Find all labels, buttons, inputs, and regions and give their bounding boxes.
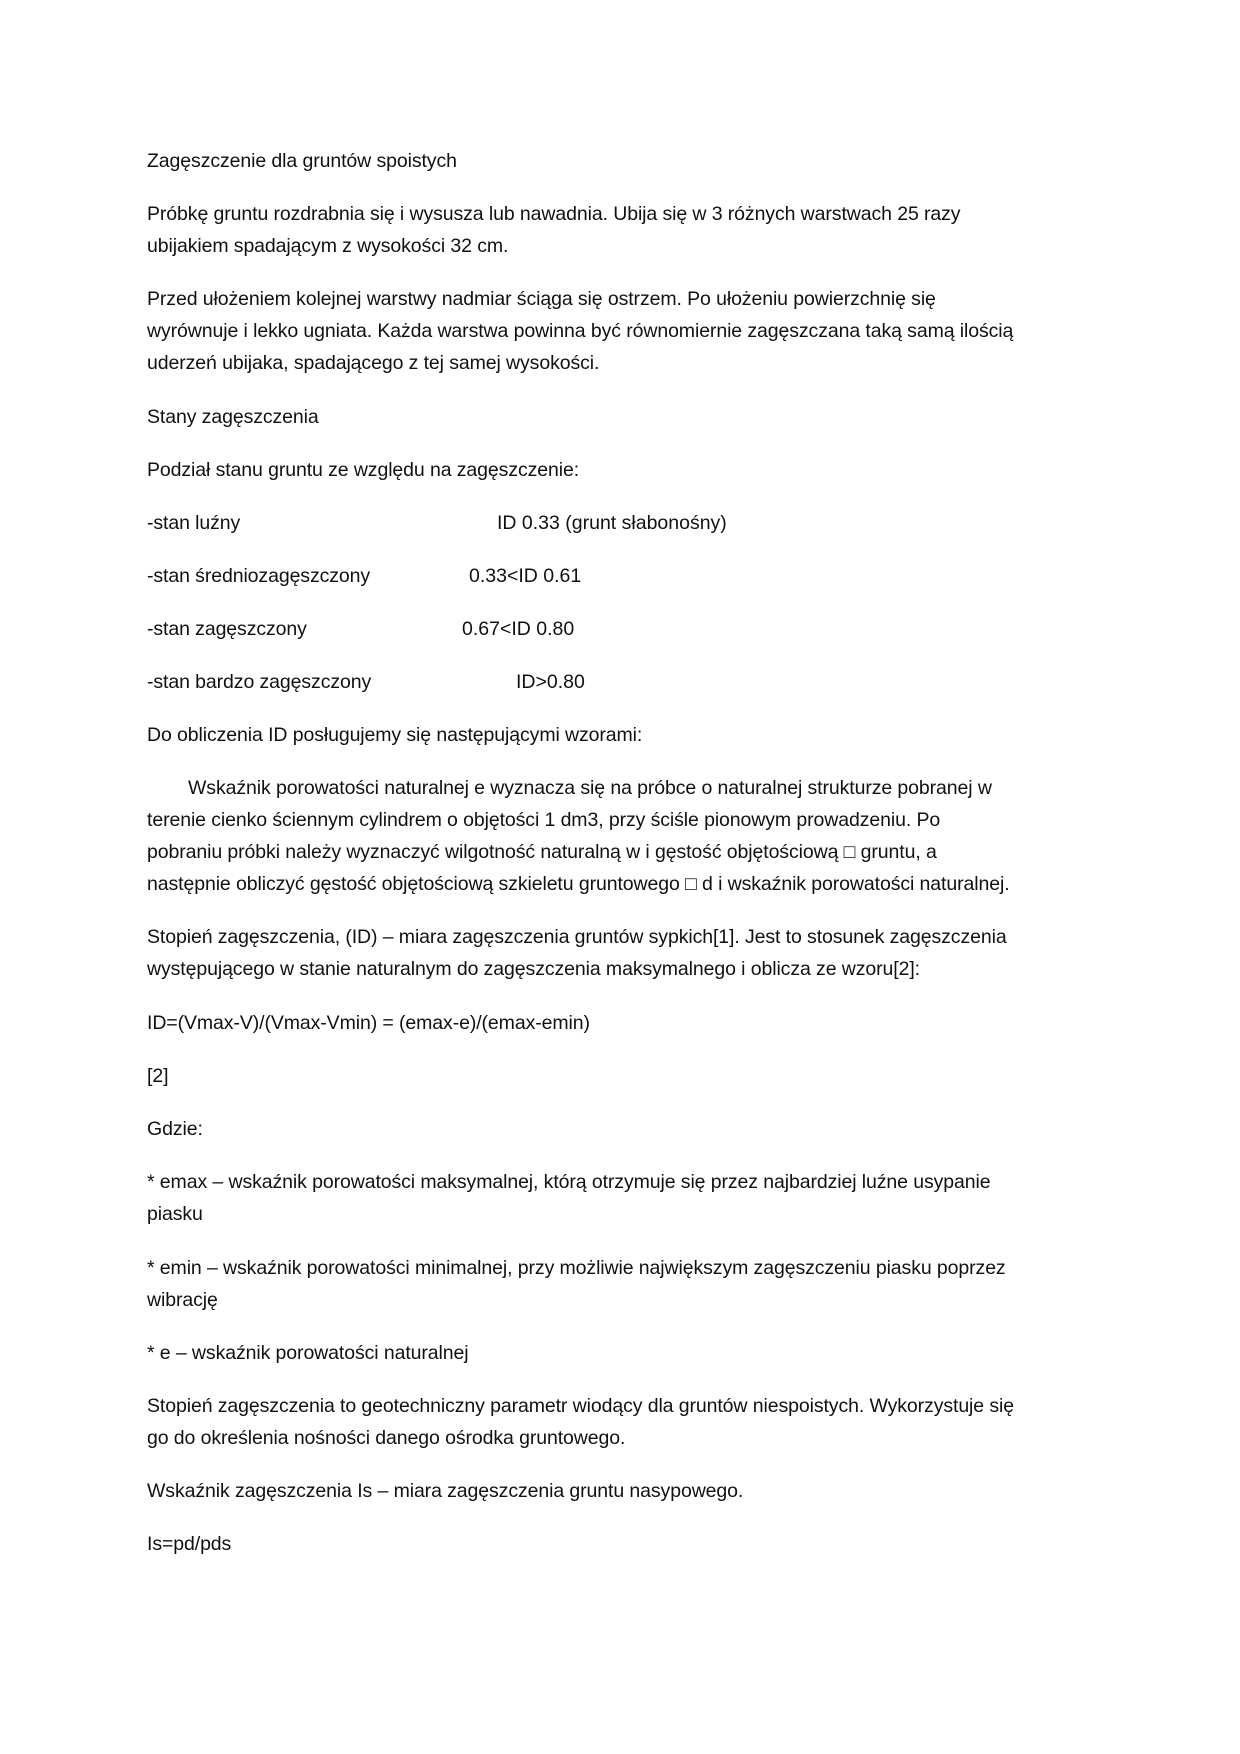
- heading-states: Stany zagęszczenia: [147, 406, 319, 428]
- reference-2: [2]: [147, 1065, 169, 1087]
- state-name-dense: -stan zagęszczony: [147, 618, 307, 640]
- is-intro: Wskaźnik zagęszczenia Is – miara zagęszczenia gruntu nasypowego.: [147, 1480, 744, 1502]
- definition-e: * e – wskaźnik porowatości naturalnej: [147, 1342, 469, 1364]
- paragraph-2-line-3: uderzeń ubijaka, spadającego z tej samej wysokości.: [147, 352, 600, 374]
- paragraph-1-line-1: Próbkę gruntu rozdrabnia się i wysusza lub nawadnia. Ubija się w 3 różnych warstwach 25 razy: [147, 203, 961, 225]
- state-name-loose: -stan luźny: [147, 512, 241, 534]
- state-name-medium: -stan średniozagęszczony: [147, 565, 371, 587]
- where-label: Gdzie:: [147, 1118, 203, 1140]
- paragraph-5-line-2: go do określenia nośności danego ośrodka gruntowego.: [147, 1427, 626, 1449]
- paragraph-5-line-1: Stopień zagęszczenia to geotechniczny parametr wiodący dla gruntów niespoistych. Wykorzystuje się: [147, 1395, 1014, 1417]
- state-range-dense: 0.67<ID 0.80: [462, 618, 575, 640]
- paragraph-1-line-2: ubijakiem spadającym z wysokości 32 cm.: [147, 235, 509, 257]
- document-title: Zagęszczenie dla gruntów spoistych: [147, 150, 457, 172]
- formula-id: ID=(Vmax-V)/(Vmax-Vmin) = (emax-e)/(emax-emin): [147, 1012, 590, 1034]
- definition-emax-line-1: * emax – wskaźnik porowatości maksymalnej, którą otrzymuje się przez najbardziej luźne usypanie: [147, 1171, 991, 1193]
- definition-emin-line-2: wibrację: [147, 1289, 218, 1311]
- state-range-very-dense: ID>0.80: [516, 671, 585, 693]
- paragraph-3-line-2: terenie cienko ściennym cylindrem o objętości 1 dm3, przy ściśle pionowym prowadzeniu. Po: [147, 809, 941, 831]
- definition-emin-line-1: * emin – wskaźnik porowatości minimalnej, przy możliwie największym zagęszczeniu piasku poprzez: [147, 1257, 1006, 1279]
- formula-is: Is=pd/pds: [147, 1533, 232, 1555]
- paragraph-4-line-1: Stopień zagęszczenia, (ID) – miara zagęszczenia gruntów sypkich[1]. Jest to stosunek zagęszczenia: [147, 926, 1007, 948]
- formulas-intro: Do obliczenia ID posługujemy się następującymi wzorami:: [147, 724, 643, 746]
- state-name-very-dense: -stan bardzo zagęszczony: [147, 671, 372, 693]
- paragraph-2-line-1: Przed ułożeniem kolejnej warstwy nadmiar ściąga się ostrzem. Po ułożeniu powierzchnię się: [147, 288, 936, 310]
- paragraph-2-line-2: wyrównuje i lekko ugniata. Każda warstwa powinna być równomiernie zagęszczana taką samą ilością: [147, 320, 1014, 342]
- paragraph-3-line-3: pobraniu próbki należy wyznaczyć wilgotność naturalną w i gęstość objętościową □ gruntu, a: [147, 841, 937, 863]
- paragraph-3-line-4: następnie obliczyć gęstość objętościową szkieletu gruntowego □ d i wskaźnik porowatości naturalnej.: [147, 873, 1010, 895]
- state-range-loose: ID 0.33 (grunt słabonośny): [497, 512, 727, 534]
- division-intro: Podział stanu gruntu ze względu na zagęszczenie:: [147, 459, 580, 481]
- paragraph-4-line-2: występującego w stanie naturalnym do zagęszczenia maksymalnego i oblicza ze wzoru[2]:: [147, 958, 920, 980]
- state-range-medium: 0.33<ID 0.61: [469, 565, 582, 587]
- definition-emax-line-2: piasku: [147, 1203, 203, 1225]
- paragraph-3-line-1: Wskaźnik porowatości naturalnej e wyznacza się na próbce o naturalnej strukturze pobranej w: [188, 777, 992, 799]
